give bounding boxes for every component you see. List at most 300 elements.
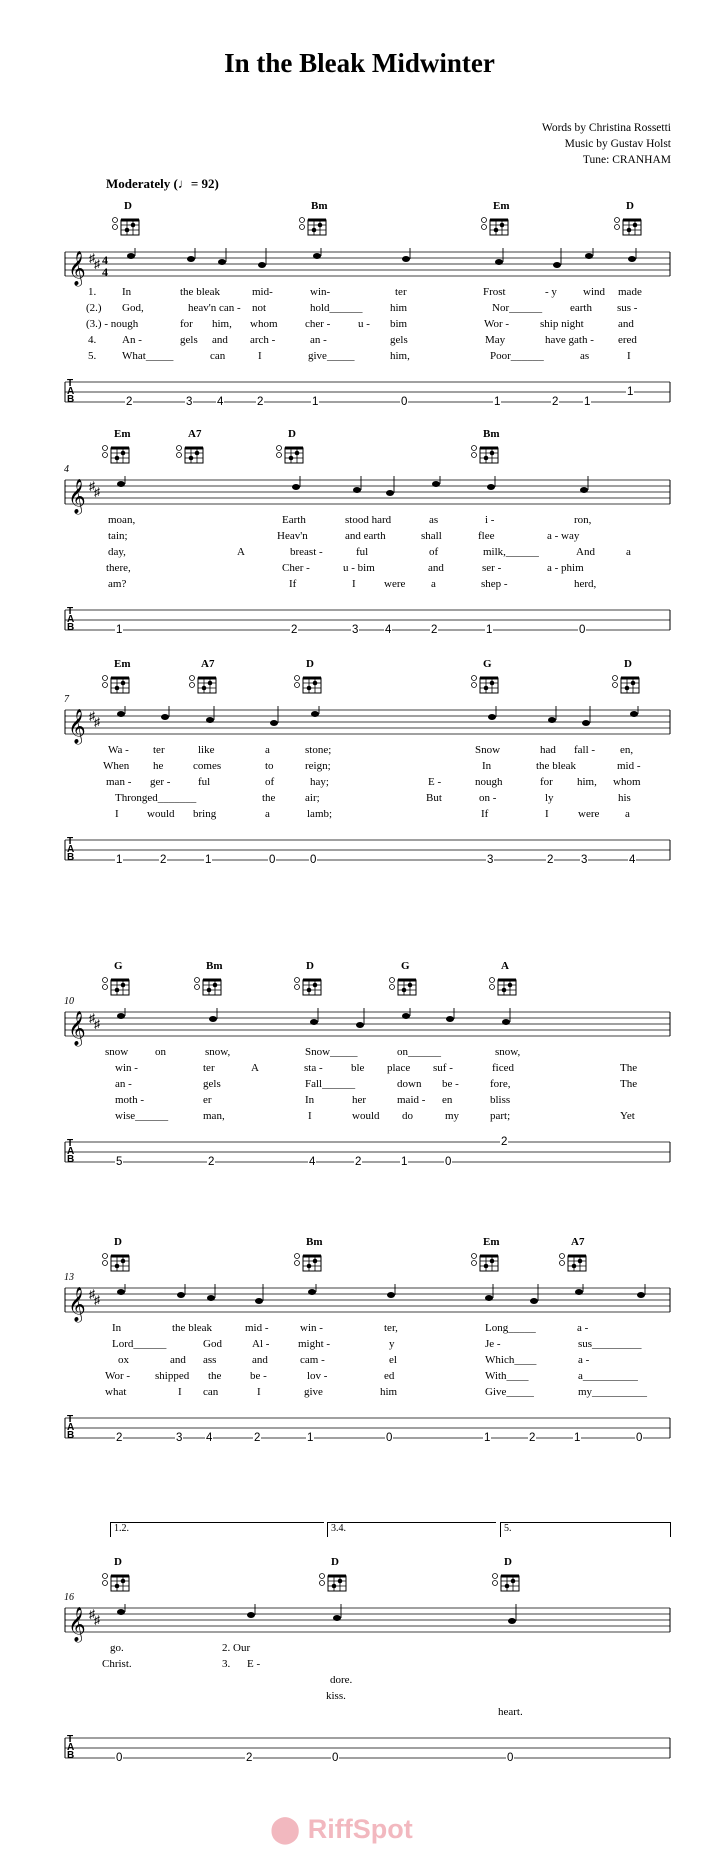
volta-bracket: 1.2. (110, 1522, 324, 1537)
svg-text:A: A (67, 844, 75, 855)
chord-name: Bm (311, 200, 328, 212)
lyric-syllable: the bleak (536, 760, 577, 772)
tab-fret-number: 1 (494, 396, 501, 408)
lyric-syllable: his (618, 792, 631, 804)
lyric-syllable: ficed (492, 1062, 514, 1074)
svg-text:B: B (67, 622, 75, 633)
lyric-syllable: bliss (490, 1094, 511, 1106)
lyric-syllable: made (618, 286, 642, 298)
lyric-syllable: ly (545, 792, 554, 804)
chord-name: D (306, 960, 314, 972)
lyric-syllable: u - bim (343, 562, 375, 574)
lyric-syllable: er (203, 1094, 212, 1106)
lyric-syllable: were (384, 578, 406, 590)
lyric-syllable: 4. (88, 334, 97, 346)
lyric-syllable: heav'n can - (188, 302, 241, 314)
lyric-syllable: what (105, 1386, 127, 1398)
lyric-syllable: May (485, 334, 506, 346)
svg-text:♯: ♯ (89, 479, 95, 493)
tempo-marking: Moderately (♩= 92) (106, 176, 219, 191)
lyric-syllable: kiss. (326, 1690, 346, 1702)
chord-name: Bm (206, 960, 223, 972)
lyric-syllable: With____ (485, 1370, 529, 1382)
lyric-syllable: a (625, 808, 630, 820)
chord-diagram-icon (557, 1250, 591, 1274)
chord-diagram-icon (100, 974, 134, 998)
music-staff (0, 248, 719, 298)
lyric-syllable: a - phim (547, 562, 584, 574)
lyric-syllable: Snow_____ (305, 1046, 358, 1058)
lyric-syllable: ful (356, 546, 369, 558)
tab-fret-number: 4 (206, 1432, 213, 1444)
volta-bracket: 5. (500, 1522, 671, 1537)
tab-fret-number: 0 (579, 624, 586, 636)
lyric-syllable: bring (193, 808, 217, 820)
lyric-syllable: him, (577, 776, 597, 788)
tab-fret-number: 2 (501, 1136, 508, 1148)
tab-fret-number: 1 (307, 1432, 314, 1444)
lyric-syllable: ship night (540, 318, 584, 330)
lyric-syllable: lamb; (307, 808, 333, 820)
lyric-syllable: (3.) - nough (86, 318, 139, 330)
lyric-syllable: the (262, 792, 276, 804)
lyric-syllable: Fall______ (305, 1078, 356, 1090)
chord-name: D (306, 658, 314, 670)
svg-text:𝄞: 𝄞 (68, 251, 86, 286)
lyric-syllable: flee (478, 530, 495, 542)
chord-diagram-icon (297, 214, 331, 238)
chord-name: Em (114, 428, 131, 440)
lyric-syllable: wise______ (115, 1110, 169, 1122)
lyric-syllable: Al - (252, 1338, 270, 1350)
lyric-syllable: mid- (252, 286, 273, 298)
lyric-syllable: (2.) (86, 302, 102, 314)
chord-diagram-icon (192, 974, 226, 998)
lyric-syllable: In (305, 1094, 315, 1106)
lyric-syllable: am? (108, 578, 127, 590)
tab-fret-number: 1 (205, 854, 212, 866)
svg-text:A: A (67, 614, 75, 625)
lyric-syllable: be - (250, 1370, 267, 1382)
lyric-syllable: And (576, 546, 595, 558)
tab-fret-number: 0 (332, 1752, 339, 1764)
chord-diagram-icon (469, 442, 503, 466)
lyric-syllable: gels (203, 1078, 221, 1090)
lyric-syllable: cam - (300, 1354, 325, 1366)
chord-name: D (114, 1236, 122, 1248)
lyric-syllable: I (545, 808, 549, 820)
svg-text:♯: ♯ (89, 251, 95, 265)
lyric-syllable: her (352, 1094, 367, 1106)
lyric-syllable: ox (118, 1354, 129, 1366)
lyric-syllable: air; (305, 792, 320, 804)
lyric-syllable: day, (108, 546, 126, 558)
lyric-syllable: What_____ (122, 350, 174, 362)
lyric-syllable: might - (298, 1338, 331, 1350)
svg-text:A: A (67, 386, 75, 397)
lyric-syllable: him, (390, 350, 410, 362)
chord-diagram-icon (100, 1250, 134, 1274)
tab-fret-number: 4 (309, 1156, 316, 1168)
lyric-syllable: Lord______ (112, 1338, 167, 1350)
lyric-syllable: ed (384, 1370, 395, 1382)
lyric-syllable: en (442, 1094, 453, 1106)
measure-number: 10 (64, 996, 74, 1007)
svg-text:T: T (67, 1414, 74, 1425)
tab-fret-number: 1 (484, 1432, 491, 1444)
svg-text:4: 4 (102, 253, 108, 267)
lyric-syllable: E - (428, 776, 442, 788)
lyric-syllable: An - (122, 334, 142, 346)
lyric-syllable: I (257, 1386, 261, 1398)
chord-diagram-icon (292, 1250, 326, 1274)
tempo-value: = 92 (190, 176, 215, 191)
lyric-syllable: Wor - (484, 318, 510, 330)
lyric-syllable: Snow (475, 744, 501, 756)
lyric-syllable: can (203, 1386, 219, 1398)
chord-diagram-icon (174, 442, 208, 466)
chord-name: A7 (571, 1236, 585, 1248)
lyric-syllable: whom (613, 776, 641, 788)
chord-name: Bm (306, 1236, 323, 1248)
lyric-syllable: maid - (397, 1094, 426, 1106)
chord-diagram-icon (317, 1570, 351, 1594)
lyric-syllable: gels (390, 334, 408, 346)
lyric-syllable: u - (358, 318, 370, 330)
svg-text:♯: ♯ (89, 709, 95, 723)
svg-text:𝄞: 𝄞 (68, 1011, 86, 1046)
lyric-syllable: have gath - (545, 334, 594, 346)
tab-fret-number: 0 (310, 854, 317, 866)
lyric-syllable: gels (180, 334, 198, 346)
chord-diagram-icon (490, 1570, 524, 1594)
words-credit: Words by Christina Rossetti (541, 122, 671, 134)
svg-text:♯: ♯ (89, 1011, 95, 1025)
lyric-syllable: of (265, 776, 275, 788)
chord-name: D (114, 1556, 122, 1568)
lyric-syllable: him, (212, 318, 232, 330)
lyric-syllable: Poor______ (490, 350, 544, 362)
lyric-syllable: place (387, 1062, 411, 1074)
lyric-syllable: do (402, 1110, 413, 1122)
lyric-syllable: suf - (433, 1062, 453, 1074)
lyric-syllable: The (620, 1062, 638, 1074)
lyric-syllable: fall - (574, 744, 596, 756)
lyric-syllable: wind (583, 286, 605, 298)
lyric-syllable: him (380, 1386, 398, 1398)
tab-staff (0, 1734, 719, 1768)
tab-fret-number: 0 (507, 1752, 514, 1764)
svg-text:A: A (67, 1742, 75, 1753)
music-staff (0, 1284, 719, 1334)
lyric-syllable: ter (395, 286, 407, 298)
svg-text:A: A (67, 1422, 75, 1433)
svg-text:B: B (67, 1750, 75, 1761)
tab-fret-number: 5 (116, 1156, 123, 1168)
chord-name: Bm (483, 428, 500, 440)
tab-fret-number: 1 (401, 1156, 408, 1168)
tab-fret-number: 1 (116, 854, 123, 866)
tab-staff (0, 378, 719, 412)
lyric-syllable: stone; (305, 744, 332, 756)
lyric-syllable: a - (577, 1322, 589, 1334)
tab-fret-number: 2 (208, 1156, 215, 1168)
chord-name: D (624, 658, 632, 670)
lyric-syllable: lov - (307, 1370, 328, 1382)
system-1 (0, 200, 719, 408)
tab-fret-number: 2 (291, 624, 298, 636)
chord-diagram-icon (292, 974, 326, 998)
lyric-syllable: - y (545, 286, 557, 298)
lyric-syllable: would (352, 1110, 380, 1122)
lyric-syllable: ass (203, 1354, 217, 1366)
svg-text:♯: ♯ (94, 257, 100, 271)
lyric-syllable: ered (618, 334, 637, 346)
lyric-syllable: Wor - (105, 1370, 131, 1382)
riffspot-logo (270, 1814, 413, 1845)
lyric-syllable: be - (442, 1078, 459, 1090)
lyric-syllable: a (431, 578, 436, 590)
tab-fret-number: 2 (529, 1432, 536, 1444)
lyric-syllable: The (620, 1078, 638, 1090)
tab-fret-number: 1 (116, 624, 123, 636)
lyric-syllable: i - (485, 514, 495, 526)
svg-text:T: T (67, 606, 74, 617)
lyric-syllable: win - (300, 1322, 323, 1334)
tab-fret-number: 2 (547, 854, 554, 866)
lyric-syllable: 1. (88, 286, 97, 298)
lyric-syllable: cher - (305, 318, 331, 330)
chord-diagram-icon (274, 442, 308, 466)
lyric-syllable: Wa - (108, 744, 129, 756)
tab-fret-number: 2 (431, 624, 438, 636)
lyric-syllable: shep - (481, 578, 508, 590)
lyric-syllable: not (252, 302, 267, 314)
lyric-syllable: ter (203, 1062, 215, 1074)
tab-fret-number: 4 (385, 624, 392, 636)
system-6 (0, 1523, 719, 1764)
chord-name: Em (114, 658, 131, 670)
lyric-syllable: hay; (310, 776, 329, 788)
chord-name: D (124, 200, 132, 212)
credits (542, 120, 671, 168)
chord-name: D (288, 428, 296, 440)
svg-text:♯: ♯ (94, 1017, 100, 1031)
lyric-syllable: If (481, 808, 489, 820)
lyric-syllable: God (203, 1338, 222, 1350)
tab-fret-number: 2 (552, 396, 559, 408)
tab-fret-number: 1 (486, 624, 493, 636)
lyric-syllable: 2. Our (222, 1642, 251, 1654)
lyric-syllable: But (426, 792, 442, 804)
system-3 (0, 658, 719, 866)
chord-diagram-icon (110, 214, 144, 238)
tab-fret-number: 2 (355, 1156, 362, 1168)
lyric-syllable: a (265, 744, 270, 756)
lyric-syllable: man - (106, 776, 132, 788)
lyric-syllable: ter (153, 744, 165, 756)
chord-name: D (626, 200, 634, 212)
lyric-syllable: sus - (617, 302, 638, 314)
svg-text:♯: ♯ (89, 1287, 95, 1301)
lyric-syllable: were (578, 808, 600, 820)
lyric-syllable: my__________ (578, 1386, 648, 1398)
lyric-syllable: win - (115, 1062, 138, 1074)
tab-fret-number: 3 (581, 854, 588, 866)
lyric-syllable: milk,______ (483, 546, 539, 558)
chord-name: A7 (188, 428, 202, 440)
tab-fret-number: 4 (629, 854, 636, 866)
lyric-syllable: bim (390, 318, 408, 330)
tab-fret-number: 3 (352, 624, 359, 636)
svg-text:♯: ♯ (94, 715, 100, 729)
lyric-syllable: earth (570, 302, 592, 314)
chord-name: G (401, 960, 410, 972)
lyric-syllable: and (428, 562, 444, 574)
lyric-syllable: on - (479, 792, 497, 804)
lyric-syllable: on______ (397, 1046, 441, 1058)
lyric-syllable: Je - (485, 1338, 501, 1350)
lyric-syllable: him (390, 302, 408, 314)
tab-fret-number: 2 (116, 1432, 123, 1444)
lyric-syllable: I (352, 578, 356, 590)
lyric-syllable: mid - (245, 1322, 269, 1334)
lyric-syllable: he (153, 760, 164, 772)
lyric-syllable: whom (250, 318, 278, 330)
lyric-syllable: el (389, 1354, 397, 1366)
tab-fret-number: 2 (257, 396, 264, 408)
tab-staff (0, 606, 719, 640)
lyric-syllable: a - way (547, 530, 580, 542)
svg-text:B: B (67, 1430, 75, 1441)
chord-diagram-icon (387, 974, 421, 998)
lyric-syllable: ser - (482, 562, 502, 574)
tab-fret-number: 1 (574, 1432, 581, 1444)
lyric-syllable: breast - (290, 546, 323, 558)
lyric-syllable: and (170, 1354, 186, 1366)
lyric-syllable: Frost (483, 286, 506, 298)
lyric-syllable: God, (122, 302, 144, 314)
tab-staff (0, 1414, 719, 1448)
lyric-syllable: arch - (250, 334, 276, 346)
lyric-syllable: give (304, 1386, 323, 1398)
lyric-syllable: as (429, 514, 439, 526)
lyric-syllable: If (289, 578, 297, 590)
lyric-syllable: Long_____ (485, 1322, 536, 1334)
lyric-syllable: Yet (620, 1110, 635, 1122)
chord-name: Em (483, 1236, 500, 1248)
chord-diagram-icon (187, 672, 221, 696)
lyric-syllable: a__________ (578, 1370, 638, 1382)
tab-fret-number: 2 (246, 1752, 253, 1764)
lyric-syllable: 3. (222, 1658, 231, 1670)
lyric-syllable: mid - (617, 760, 641, 772)
chord-name: G (114, 960, 123, 972)
lyric-syllable: my (445, 1110, 460, 1122)
tab-fret-number: 0 (116, 1752, 123, 1764)
system-5 (0, 1236, 719, 1444)
lyric-syllable: give_____ (308, 350, 355, 362)
lyric-syllable: for (540, 776, 553, 788)
svg-text:T: T (67, 1734, 74, 1745)
lyric-syllable: hold______ (310, 302, 363, 314)
svg-text:♯: ♯ (89, 1607, 95, 1621)
tab-fret-number: 2 (160, 854, 167, 866)
svg-text:𝄞: 𝄞 (68, 709, 86, 744)
svg-text:T: T (67, 836, 74, 847)
lyric-syllable: like (198, 744, 215, 756)
chord-diagram-icon (100, 442, 134, 466)
chord-diagram-icon (469, 1250, 503, 1274)
lyric-syllable: a - (578, 1354, 590, 1366)
lyric-syllable: en, (620, 744, 634, 756)
tab-fret-number: 4 (217, 396, 224, 408)
lyric-syllable: a (265, 808, 270, 820)
lyric-syllable: ter, (384, 1322, 398, 1334)
lyric-syllable: an - (115, 1078, 132, 1090)
tab-fret-number: 3 (186, 396, 193, 408)
lyric-syllable: moth - (115, 1094, 145, 1106)
lyric-syllable: reign; (305, 760, 331, 772)
svg-text:T: T (67, 378, 74, 389)
song-title: In the Bleak Midwinter (224, 48, 495, 78)
lyric-syllable: herd, (574, 578, 597, 590)
tab-fret-number: 3 (176, 1432, 183, 1444)
lyric-syllable: win- (310, 286, 331, 298)
lyric-syllable: ful (198, 776, 211, 788)
tab-fret-number: 1 (627, 386, 634, 398)
lyric-syllable: moan, (108, 514, 136, 526)
lyric-syllable: and (252, 1354, 268, 1366)
lyric-syllable: of (429, 546, 439, 558)
lyric-syllable: stood hard (345, 514, 392, 526)
lyric-syllable: fore, (490, 1078, 511, 1090)
chord-diagram-icon (612, 214, 646, 238)
tab-fret-number: 1 (312, 396, 319, 408)
chord-diagram-icon (100, 1570, 134, 1594)
lyric-syllable: Give_____ (485, 1386, 534, 1398)
lyric-syllable: down (397, 1078, 422, 1090)
lyric-syllable: Christ. (102, 1658, 132, 1670)
tab-fret-number: 0 (636, 1432, 643, 1444)
lyric-syllable: Cher - (282, 562, 310, 574)
chord-diagram-icon (292, 672, 326, 696)
lyric-syllable: In (112, 1322, 122, 1334)
lyric-syllable: nough (475, 776, 503, 788)
tab-fret-number: 0 (401, 396, 408, 408)
measure-number: 13 (64, 1272, 74, 1283)
music-staff (0, 1604, 719, 1654)
chord-name: A (501, 960, 509, 972)
quarter-note-icon: ♩ (177, 176, 191, 191)
svg-text:B: B (67, 394, 75, 405)
chord-diagram-icon (100, 672, 134, 696)
lyric-syllable: a (626, 546, 631, 558)
lyric-syllable: Heav'n (277, 530, 308, 542)
lyric-syllable: snow, (495, 1046, 521, 1058)
system-4 (0, 960, 719, 1168)
svg-text:B: B (67, 1154, 75, 1165)
lyric-syllable: and (618, 318, 634, 330)
svg-text:T: T (67, 1138, 74, 1149)
lyric-syllable: go. (110, 1642, 124, 1654)
lyric-syllable: dore. (330, 1674, 353, 1686)
lyric-syllable: and (212, 334, 228, 346)
tab-fret-number: 0 (269, 854, 276, 866)
tab-fret-number: 2 (126, 396, 133, 408)
lyric-syllable: the (208, 1370, 222, 1382)
chord-diagram-icon (487, 974, 521, 998)
